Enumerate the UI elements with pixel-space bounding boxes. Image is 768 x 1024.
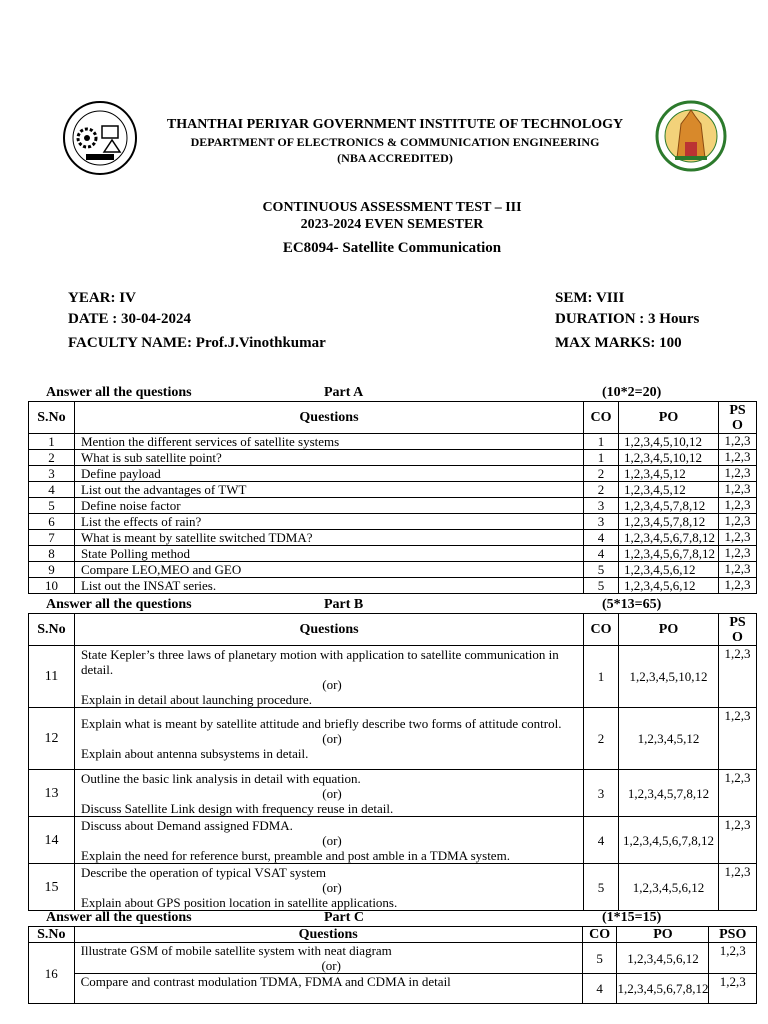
row-co: 4: [584, 817, 619, 864]
row-question-b: Explain about antenna subsystems in detail.: [80, 746, 309, 761]
parta-title: Part A: [324, 385, 364, 400]
col-co: CO: [584, 402, 619, 434]
row-question: [74, 817, 583, 864]
parta-row: [29, 578, 757, 594]
parta-row: [29, 450, 757, 466]
partb-row: [29, 817, 757, 864]
row-question: List the effects of rain?: [74, 514, 583, 530]
row-co: 1: [584, 434, 619, 450]
faculty-name: FACULTY NAME: Prof.J.Vinothkumar: [68, 335, 326, 351]
row-question-b: Discuss Satellite Link design with frequency reuse in detail.: [80, 800, 394, 816]
row-sno: 12: [29, 708, 75, 770]
row-po: 1,2,3,4,5,10,12: [619, 646, 719, 708]
row-question-b: Explain the need for reference burst, preamble and post amble in a TDMA system.: [80, 847, 510, 863]
semester: 2023-2024 EVEN SEMESTER: [300, 217, 484, 232]
partc-marks: (1*15=15): [602, 910, 662, 925]
parta-row: [29, 466, 757, 482]
parta-table: [28, 401, 757, 594]
row-sno: 11: [29, 646, 75, 708]
row-pso: 1,2,3: [718, 514, 756, 530]
row-pso: 1,2,3: [718, 578, 756, 594]
col-pso: PSO: [709, 927, 757, 943]
row-question: Define payload: [74, 466, 583, 482]
row-question: What is sub satellite point?: [74, 450, 583, 466]
partb-table: [28, 613, 757, 911]
partc-question-b: Compare and contrast modulation TDMA, FDMA and CDMA in detail: [74, 974, 582, 1004]
partb-row: [29, 770, 757, 817]
row-question: List out the INSAT series.: [74, 578, 583, 594]
exam-date: DATE : 30-04-2024: [68, 311, 192, 327]
row-po: 1,2,3,4,5,7,8,12: [619, 770, 719, 817]
partc-a-pso: 1,2,3: [709, 943, 757, 974]
department-name: DEPARTMENT OF ELECTRONICS & COMMUNICATION ENGINEERING: [190, 135, 600, 149]
partb-instruction: Answer all the questions: [46, 597, 192, 612]
row-po: 1,2,3,4,5,10,12: [619, 450, 719, 466]
parta-row: [29, 530, 757, 546]
row-or: (or): [322, 832, 342, 848]
row-po: 1,2,3,4,5,6,12: [619, 578, 719, 594]
col-questions: Questions: [74, 402, 583, 434]
row-co: 4: [584, 530, 619, 546]
col-pso-line1: PS: [729, 402, 746, 418]
col-po: PO: [619, 614, 719, 646]
row-po: 1,2,3,4,5,7,8,12: [619, 514, 719, 530]
row-co: 3: [584, 514, 619, 530]
row-pso: 1,2,3: [718, 434, 756, 450]
course-title: EC8094- Satellite Communication: [282, 240, 502, 256]
col-pso-line2: O: [732, 629, 743, 645]
parta-row: [29, 514, 757, 530]
partb-row: [29, 864, 757, 911]
parta-row: [29, 498, 757, 514]
col-pso: [718, 614, 756, 646]
row-pso: 1,2,3: [718, 482, 756, 498]
partc-b-po: 1,2,3,4,5,6,7,8,12: [617, 974, 709, 1004]
semester-number: SEM: VIII: [555, 290, 625, 306]
col-co: CO: [582, 927, 617, 943]
row-co: 4: [584, 546, 619, 562]
partc-a-po: 1,2,3,4,5,6,12: [617, 943, 709, 974]
partc-b-co: 4: [582, 974, 617, 1004]
row-question: List out the advantages of TWT: [74, 482, 583, 498]
col-questions: Questions: [74, 927, 582, 943]
row-co: 3: [584, 498, 619, 514]
col-sno: S.No: [29, 927, 75, 943]
row-co: 5: [584, 578, 619, 594]
col-co: CO: [584, 614, 619, 646]
row-po: 1,2,3,4,5,6,7,8,12: [619, 817, 719, 864]
partc-title: Part C: [324, 910, 365, 925]
row-question: What is meant by satellite switched TDMA?: [74, 530, 583, 546]
parta-row: [29, 434, 757, 450]
row-pso: 1,2,3: [718, 708, 756, 770]
row-pso: 1,2,3: [718, 498, 756, 514]
row-question: Define noise factor: [74, 498, 583, 514]
row-or: (or): [322, 879, 342, 895]
row-pso: 1,2,3: [718, 864, 756, 911]
row-sno: 1: [29, 434, 75, 450]
accreditation: (NBA ACCREDITED): [337, 151, 453, 165]
row-co: 1: [584, 450, 619, 466]
year: YEAR: IV: [68, 290, 136, 306]
partb-marks: (5*13=65): [602, 597, 662, 612]
col-questions: Questions: [74, 614, 583, 646]
row-pso: 1,2,3: [718, 770, 756, 817]
row-question: [74, 708, 583, 770]
row-co: 2: [584, 708, 619, 770]
partb-row: [29, 708, 757, 770]
row-question-a: Outline the basic link analysis in detail with equation.: [80, 770, 361, 786]
row-po: 1,2,3,4,5,12: [619, 482, 719, 498]
row-question: Mention the different services of satellite systems: [74, 434, 583, 450]
parta-row: [29, 482, 757, 498]
row-sno: 9: [29, 562, 75, 578]
row-question-a: Describe the operation of typical VSAT system: [80, 864, 326, 880]
row-sno: 13: [29, 770, 75, 817]
row-question: [74, 770, 583, 817]
row-pso: 1,2,3: [718, 530, 756, 546]
row-question: State Polling method: [74, 546, 583, 562]
row-question: [74, 646, 583, 708]
row-po: 1,2,3,4,5,12: [619, 466, 719, 482]
partb-title: Part B: [324, 597, 364, 612]
row-pso: 1,2,3: [718, 562, 756, 578]
row-po: 1,2,3,4,5,6,12: [619, 562, 719, 578]
col-pso: [718, 402, 756, 434]
row-po: 1,2,3,4,5,12: [619, 708, 719, 770]
col-sno: S.No: [29, 614, 75, 646]
row-question-b: Explain about GPS position location in satellite applications.: [80, 894, 398, 910]
row-po: 1,2,3,4,5,6,7,8,12: [619, 530, 719, 546]
col-po: PO: [619, 402, 719, 434]
row-pso: 1,2,3: [718, 646, 756, 708]
col-sno: S.No: [29, 402, 75, 434]
row-po: 1,2,3,4,5,7,8,12: [619, 498, 719, 514]
row-or: (or): [322, 676, 342, 692]
row-question-b: Explain in detail about launching procedure.: [80, 691, 312, 707]
row-po: 1,2,3,4,5,6,7,8,12: [619, 546, 719, 562]
row-sno: 8: [29, 546, 75, 562]
row-question: [74, 864, 583, 911]
parta-instruction: Answer all the questions: [46, 385, 192, 400]
duration: DURATION : 3 Hours: [555, 311, 700, 327]
row-question: Compare LEO,MEO and GEO: [74, 562, 583, 578]
parta-row: [29, 562, 757, 578]
col-pso-line2: O: [732, 417, 743, 433]
row-sno: 10: [29, 578, 75, 594]
partc-question-a: Illustrate GSM of mobile satellite system with neat diagram: [80, 943, 392, 958]
row-or: (or): [322, 785, 342, 801]
row-co: 2: [584, 466, 619, 482]
partc-a-co: 5: [582, 943, 617, 974]
col-po: PO: [617, 927, 709, 943]
row-co: 5: [584, 562, 619, 578]
test-title: CONTINUOUS ASSESSMENT TEST – III: [262, 200, 522, 215]
row-co: 2: [584, 482, 619, 498]
partc-question-a-cell: [74, 943, 582, 974]
partc-instruction: Answer all the questions: [46, 910, 192, 925]
institute-name: THANTHAI PERIYAR GOVERNMENT INSTITUTE OF TECHNOLOGY: [166, 117, 624, 132]
row-question-a: Discuss about Demand assigned FDMA.: [80, 817, 293, 833]
partc-table: [28, 926, 757, 1004]
row-sno: 2: [29, 450, 75, 466]
row-co: 3: [584, 770, 619, 817]
row-sno: 6: [29, 514, 75, 530]
row-po: 1,2,3,4,5,6,12: [619, 864, 719, 911]
partc-or: (or): [321, 958, 341, 973]
partc-sno: 16: [29, 943, 75, 1004]
row-sno: 15: [29, 864, 75, 911]
row-or: (or): [322, 731, 342, 746]
row-pso: 1,2,3: [718, 817, 756, 864]
row-sno: 4: [29, 482, 75, 498]
row-pso: 1,2,3: [718, 546, 756, 562]
row-co: 5: [584, 864, 619, 911]
row-sno: 7: [29, 530, 75, 546]
max-marks: MAX MARKS: 100: [555, 335, 682, 351]
parta-marks: (10*2=20): [602, 385, 662, 400]
col-pso-line1: PS: [729, 614, 746, 630]
row-sno: 14: [29, 817, 75, 864]
row-pso: 1,2,3: [718, 466, 756, 482]
parta-row: [29, 546, 757, 562]
row-question-a: State Kepler’s three laws of planetary motion with application to satellite communication in detail.: [80, 646, 559, 677]
partb-row: [29, 646, 757, 708]
row-sno: 3: [29, 466, 75, 482]
row-sno: 5: [29, 498, 75, 514]
row-co: 1: [584, 646, 619, 708]
partc-b-pso: 1,2,3: [709, 974, 757, 1004]
row-question-a: Explain what is meant by satellite attitude and briefly describe two forms of attitude control.: [80, 716, 562, 731]
row-pso: 1,2,3: [718, 450, 756, 466]
row-po: 1,2,3,4,5,10,12: [619, 434, 719, 450]
